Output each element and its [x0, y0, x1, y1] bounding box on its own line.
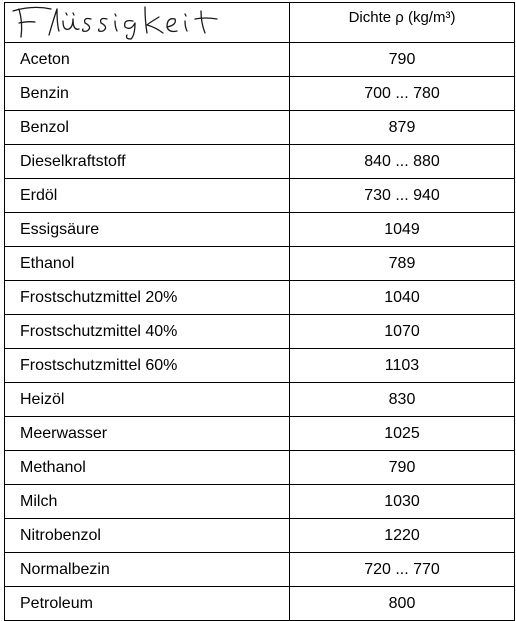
liquid-name-cell: Methanol — [5, 451, 290, 485]
header-row — [5, 3, 515, 43]
liquid-name-cell: Petroleum — [5, 587, 290, 621]
liquid-name-cell: Meerwasser — [5, 417, 290, 451]
table-row — [5, 213, 515, 247]
table-row — [5, 383, 515, 417]
table-row — [5, 417, 515, 451]
table-row — [5, 111, 515, 145]
liquid-name-cell: Frostschutzmittel 40% — [5, 315, 290, 349]
liquid-name-cell: Erdöl — [5, 179, 290, 213]
table-row — [5, 247, 515, 281]
handwritten-header — [7, 3, 221, 40]
density-value-cell: 790 — [290, 451, 515, 485]
table-row — [5, 451, 515, 485]
density-value-cell: 879 — [290, 111, 515, 145]
density-value-cell: 730 ... 940 — [290, 179, 515, 213]
table-body — [5, 43, 515, 621]
density-value-cell: 790 — [290, 43, 515, 77]
table-row — [5, 77, 515, 111]
density-value-cell: 830 — [290, 383, 515, 417]
table-row — [5, 485, 515, 519]
table-row — [5, 587, 515, 621]
liquid-name-cell: Dieselkraftstoff — [5, 145, 290, 179]
header-liquid — [5, 3, 290, 43]
table-row — [5, 145, 515, 179]
density-value-cell: 1220 — [290, 519, 515, 553]
density-value-cell: 840 ... 880 — [290, 145, 515, 179]
table-row — [5, 43, 515, 77]
liquid-name-cell: Milch — [5, 485, 290, 519]
liquid-name-cell: Normalbezin — [5, 553, 290, 587]
density-value-cell: 1049 — [290, 213, 515, 247]
density-value-cell: 720 ... 770 — [290, 553, 515, 587]
liquid-name-cell: Heizöl — [5, 383, 290, 417]
liquid-name-cell: Nitrobenzol — [5, 519, 290, 553]
density-value-cell: 800 — [290, 587, 515, 621]
liquid-name-cell: Frostschutzmittel 60% — [5, 349, 290, 383]
header-density: Dichte ρ (kg/m³) — [290, 3, 515, 43]
liquid-name-cell: Aceton — [5, 43, 290, 77]
liquid-name-cell: Essigsäure — [5, 213, 290, 247]
liquid-name-cell: Benzol — [5, 111, 290, 145]
table-row — [5, 179, 515, 213]
table-row — [5, 519, 515, 553]
density-value-cell: 1030 — [290, 485, 515, 519]
density-value-cell: 1103 — [290, 349, 515, 383]
liquid-name-cell: Ethanol — [5, 247, 290, 281]
density-value-cell: 1070 — [290, 315, 515, 349]
density-table — [4, 2, 515, 621]
density-value-cell: 700 ... 780 — [290, 77, 515, 111]
liquid-name-cell: Benzin — [5, 77, 290, 111]
table-row — [5, 349, 515, 383]
table-row — [5, 281, 515, 315]
density-value-cell: 789 — [290, 247, 515, 281]
density-value-cell: 1040 — [290, 281, 515, 315]
handwritten-header-text: Flüssigkeit — [7, 2, 13, 3]
density-value-cell: 1025 — [290, 417, 515, 451]
table-row — [5, 553, 515, 587]
density-table-sheet — [4, 2, 514, 614]
liquid-name-cell: Frostschutzmittel 20% — [5, 281, 290, 315]
table-row — [5, 315, 515, 349]
